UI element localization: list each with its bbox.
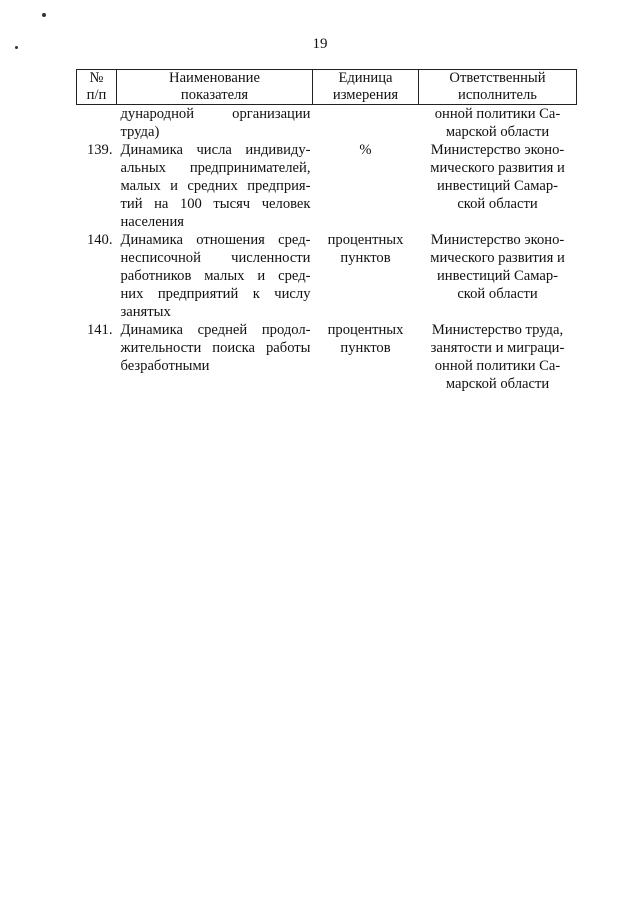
indicator-name: Динамика средней продол- жительности поиска работы безработными xyxy=(120,322,311,374)
indicator-unit: % xyxy=(359,142,372,158)
row-number: 140. xyxy=(86,232,113,248)
row-number xyxy=(77,105,117,142)
table-row-continuation xyxy=(77,105,577,142)
indicator-name: дународной организации труда) xyxy=(120,106,311,140)
responsible-executor: Министерство эконо- мического развития и инвестиций Самар- ской области xyxy=(430,232,565,302)
table-row xyxy=(77,321,577,393)
header-indicator-name: Наименование показателя xyxy=(117,70,313,105)
table-row xyxy=(77,231,577,321)
indicator-name: Динамика отношения сред- несписочной численности работников малых и сред- них предприятий к числу занятых xyxy=(120,232,311,320)
responsible-executor: Министерство эконо- мического развития и инвестиций Самар- ской области xyxy=(430,142,565,212)
indicator-unit xyxy=(313,105,419,142)
table-header-row xyxy=(77,70,577,105)
page-number: 19 xyxy=(312,36,328,52)
header-unit: Единица измерения xyxy=(313,70,419,105)
responsible-executor: онной политики Са- марской области xyxy=(434,106,561,140)
row-number: 141. xyxy=(86,322,113,338)
indicators-table xyxy=(76,69,577,393)
header-number: № п/п xyxy=(77,70,117,105)
header-executor: Ответственный исполнитель xyxy=(419,70,577,105)
row-number: 139. xyxy=(86,142,113,158)
indicator-unit: процентных пунктов xyxy=(327,232,404,266)
table-row xyxy=(77,141,577,231)
indicator-name: Динамика числа индивиду- альных предпринимателей, малых и средних предприя- тий на 100 тысяч человек населения xyxy=(120,142,311,230)
responsible-executor: Министерство труда, занятости и миграци- онной политики Са- марской области xyxy=(430,322,565,392)
scan-speck xyxy=(42,13,46,17)
indicator-unit: процентных пунктов xyxy=(327,322,404,356)
